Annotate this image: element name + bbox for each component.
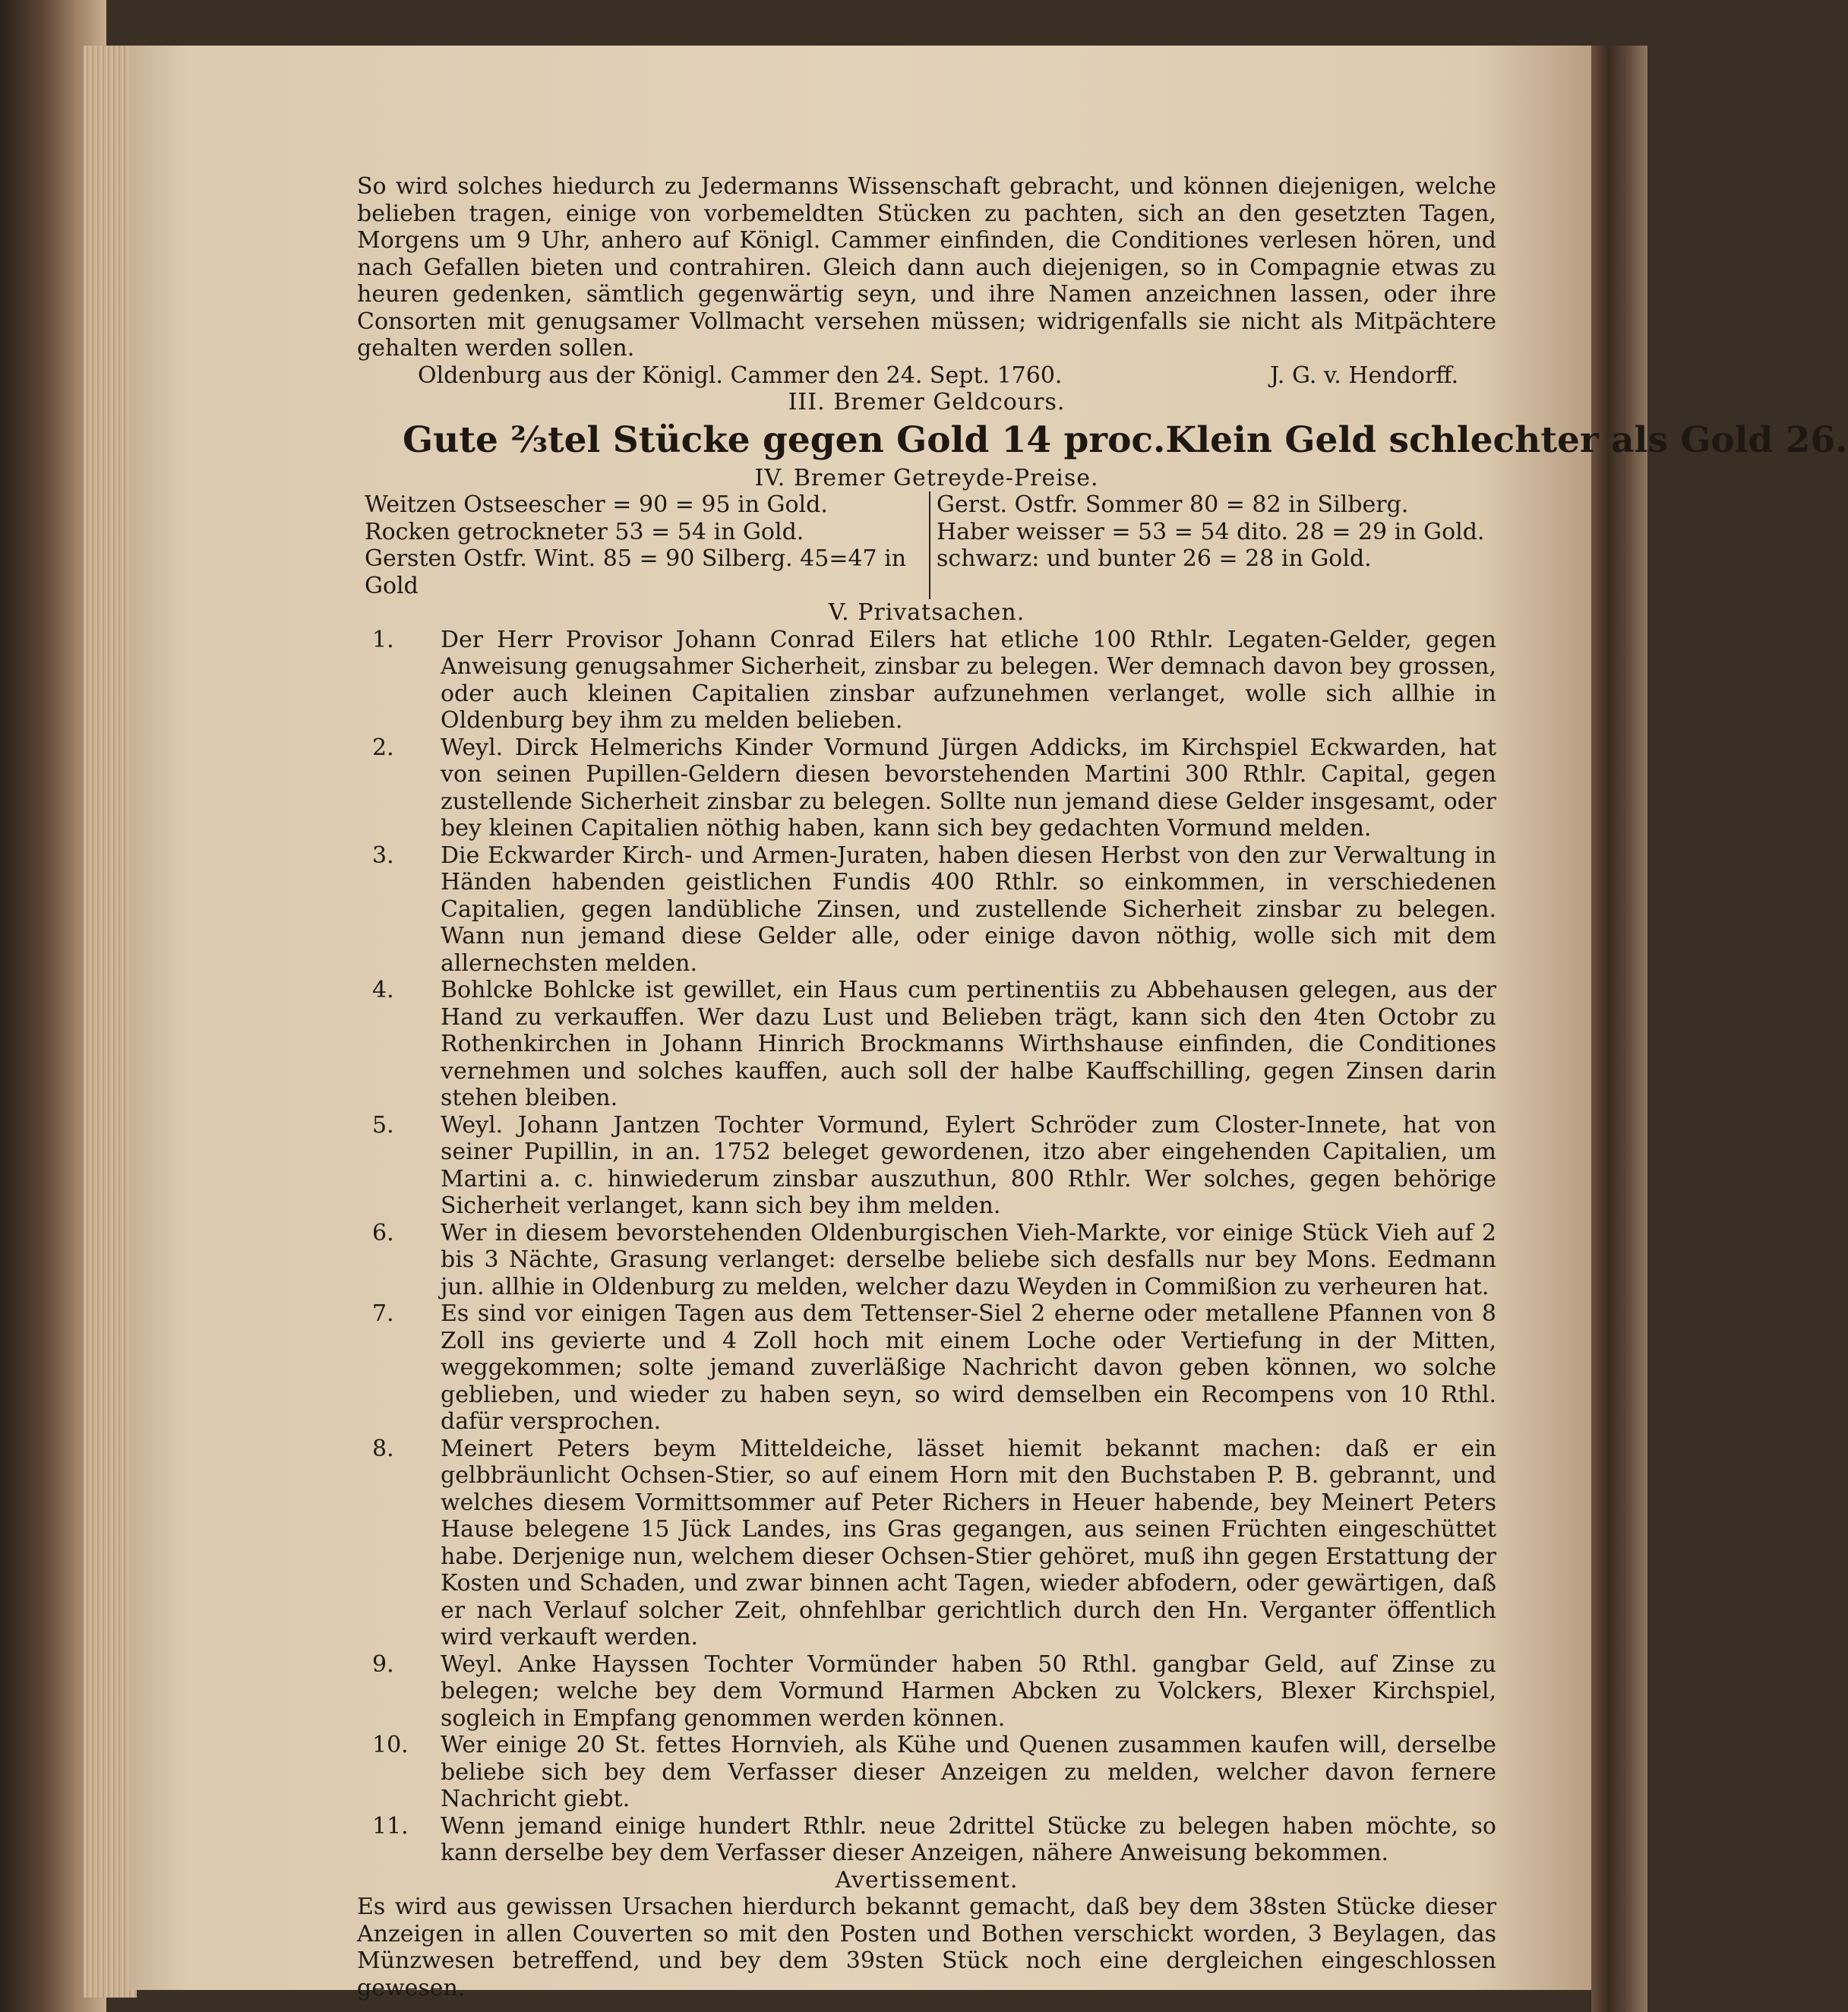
signature: J. G. v. Hendorff. (1270, 362, 1458, 389)
notice-number: 2. (372, 734, 394, 761)
notice-item (357, 1436, 1496, 1651)
section-3-rates (403, 418, 1848, 463)
notice-text: Meinert Peters beym Mitteldeiche, lässet hiemit bekannt machen: daß er ein gelbbräunlicht Ochsen-Stier, so auf einem Horn mit den Buchstaben P. B. gebrannt, und welches diesem Vormittsommer auf Peter Richers in Heuer habende, bey Meinert Peters Hause belegene 15 Jück Landes, ins Gras gegangen, aus seinen Früchten eingeschüttet habe. Derjenige nun, welchem dieser Ochsen-Stier gehöret, muß ihn gegen Erstattung der Kosten und Schaden, und zwar binnen acht Tagen, wieder abfodern, oder gewärtigen, daß er nach Verlauf solcher Zeit, ohnfehlbar gerichtlich durch den Hn. Verganter öffentlich wird verkauft werden. (441, 1435, 1496, 1650)
notice-number: 10. (372, 1732, 409, 1758)
section-4-title: IV. Bremer Getreyde-Preise. (754, 464, 1099, 491)
notice-number: 7. (372, 1300, 394, 1327)
notice-text: Es sind vor einigen Tagen aus dem Tettenser-Siel 2 eherne oder metallene Pfannen von 8 Zoll ins gevierte und 4 Zoll hoch mit einem Loche oder Vertiefung in der Mitten, weggekommen; solte jemand zuverläßige Nachricht davon geben können, wo solche geblieben, und wieder zu haben seyn, so wird demselben ein Recompens von 10 Rthl. dafür versprochen. (441, 1300, 1496, 1435)
notice-item (357, 1813, 1496, 1867)
notice-number: 5. (372, 1111, 394, 1139)
grain-prices-right (930, 491, 1496, 599)
avertissement-text: Es wird aus gewissen Ursachen hierdurch bekannt gemacht, daß bey dem 38sten Stücke dieser Anzeigen in allen Couverten so mit den Posten und Bothen verschickt worden, 3 Beylagen, das Münzwesen betreffend, und bey dem 39sten Stück noch eine dergleichen eingeschlossen gewesen. (357, 1894, 1496, 2001)
notice-number: 9. (372, 1650, 394, 1678)
intro-paragraph: So wird solches hiedurch zu Jedermanns Wissenschaft gebracht, und können diejenigen, welche belieben tragen, einige von vorbemeldten Stücken zu pachten, sich an den gesetzten Tagen, Morgens um 9 Uhr, anhero auf Königl. Cammer einfinden, die Conditiones verlesen hören, und nach Gefallen bieten und contrahiren. Gleich dann auch diejenigen, so in Compagnie etwas zu heuren gedenken, sämtlich gegenwärtig seyn, und ihre Namen anzeichnen lassen, oder ihre Consorten mit genugsamer Vollmacht versehen müssen; widrigenfalls sie nicht als Mitpächtere gehalten werden sollen. (357, 173, 1496, 362)
notice-text: Bohlcke Bohlcke ist gewillet, ein Haus cum pertinentiis zu Abbehausen gelegen, aus der Hand zu verkauffen. Wer dazu Lust und Belieben trägt, kann sich den 4ten Octobr zu Rothenkirchen in Johann Hinrich Brockmanns Wirthshause einfinden, die Conditiones vernehmen und solches kauffen, auch soll der halbe Kauffschilling, gegen Zinsen darin stehen bleiben. (441, 977, 1496, 1111)
notice-number: 4. (372, 977, 394, 1003)
notice-number: 6. (372, 1219, 394, 1246)
notice-item (357, 977, 1496, 1112)
notice-item (357, 734, 1496, 842)
rate-right: Klein Geld schlechter als Gold 26. (1165, 419, 1848, 461)
notice-item (357, 1300, 1496, 1436)
price-line: Rocken getrockneter 53 = 54 in Gold. (365, 518, 804, 545)
price-line: Weitzen Ostseescher = 90 = 95 in Gold. (365, 491, 828, 518)
place-date: Oldenburg aus der Königl. Cammer den 24. Sept. 1760. (418, 362, 1063, 389)
grain-prices (365, 491, 1496, 599)
intro-signature-line (357, 362, 1496, 390)
notice-text: Die Eckwarder Kirch- und Armen-Juraten, haben diesen Herbst von den zur Verwaltung in Händen habenden geistlichen Fundis 400 Rthlr. so einkommen, in verschiedenen Capitalien, gegen landübliche Zinsen, und zustellende Sicherheit zinsbar zu belegen. Wann nun jemand diese Gelder alle, oder einige davon nöthig, wolle sich mit dem allernechsten melden. (441, 842, 1496, 977)
price-line: Haber weisser = 53 = 54 dito. 28 = 29 in Gold. (937, 518, 1485, 545)
notice-text: Weyl. Johann Jantzen Tochter Vormund, Eylert Schröder zum Closter-Innete, hat von seiner Pupillin, in an. 1752 beleget gewordenen, itzo aber eingehenden Capitalien, um Martini a. c. hinwiederum zinsbar auszuthun, 800 Rthlr. Wer solches, gegen behörige Sicherheit verlanget, kann sich bey ihm melden. (441, 1111, 1496, 1219)
price-line: Gersten Ostfr. Wint. 85 = 90 Silberg. 45=47 in Gold (365, 545, 907, 599)
price-line: Gerst. Ostfr. Sommer 80 = 82 in Silberg. (937, 491, 1409, 518)
notice-text: Wer in diesem bevorstehenden Oldenburgischen Vieh-Markte, vor einige Stück Vieh auf 2 bis 3 Nächte, Grasung verlanget: derselbe beliebe sich desfalls nur bey Mons. Eedmann jun. allhie in Oldenburg zu melden, welcher dazu Weyden in Commißion zu verheuren hat. (441, 1219, 1496, 1300)
grain-prices-left (365, 491, 930, 599)
notice-item (357, 842, 1496, 978)
book-gutter (1591, 46, 1647, 2012)
notice-text: Wenn jemand einige hundert Rthlr. neue 2drittel Stücke zu belegen haben möchte, so kann derselbe bey dem Verfasser dieser Anzeigen, nähere Anweisung bekommen. (441, 1812, 1496, 1866)
notice-item (357, 1112, 1496, 1220)
notice-item (357, 1220, 1496, 1301)
notice-item (357, 1732, 1496, 1813)
notice-number: 3. (372, 842, 394, 869)
rate-left: Gute ⅔tel Stücke gegen Gold 14 proc. (403, 419, 1166, 461)
avertissement-title: Avertissement. (835, 1866, 1019, 1894)
notice-text: Der Herr Provisor Johann Conrad Eilers hat etliche 100 Rthlr. Legaten-Gelder, gegen Anweisung genugsahmer Sicherheit, zinsbar zu belegen. Wer demnach davon bey grossen, oder auch kleinen Capitalien zinsbar aufzunehmen verlanget, wolle sich allhie in Oldenburg bey ihm zu melden belieben. (441, 626, 1496, 734)
notice-text: Wer einige 20 St. fettes Hornvieh, als Kühe und Quenen zusammen kaufen will, derselbe beliebe sich bey dem Verfasser dieser Anzeigen zu melden, welcher davon fernere Nachricht giebt. (441, 1732, 1496, 1812)
page-content (357, 173, 1848, 2001)
notice-text: Weyl. Anke Hayssen Tochter Vormünder haben 50 Rthl. gangbar Geld, auf Zinse zu belegen; welche bey dem Vormund Harmen Abcken zu Volckers, Blexer Kirchspiel, sogleich in Empfang genommen werden können. (441, 1650, 1496, 1732)
section-3-title: III. Bremer Geldcours. (788, 389, 1066, 415)
notice-item (357, 627, 1496, 734)
section-5-title: V. Privatsachen. (828, 599, 1025, 626)
notice-number: 11. (372, 1812, 409, 1840)
notice-number: 1. (372, 626, 394, 653)
price-line: schwarz: und bunter 26 = 28 in Gold. (937, 545, 1372, 572)
notice-text: Weyl. Dirck Helmerichs Kinder Vormund Jürgen Addicks, im Kirchspiel Eckwarden, hat von seinen Pupillen-Geldern diesen bevorstehenden Martini 300 Rthlr. Capital, gegen zustellende Sicherheit zinsbar zu belegen. Sollte nun jemand diese Gelder insgesamt, oder bey kleinen Capitalien nöthig haben, kann sich bey gedachten Vormund melden. (441, 734, 1496, 842)
notice-item (357, 1651, 1496, 1732)
notice-number: 8. (372, 1435, 394, 1462)
